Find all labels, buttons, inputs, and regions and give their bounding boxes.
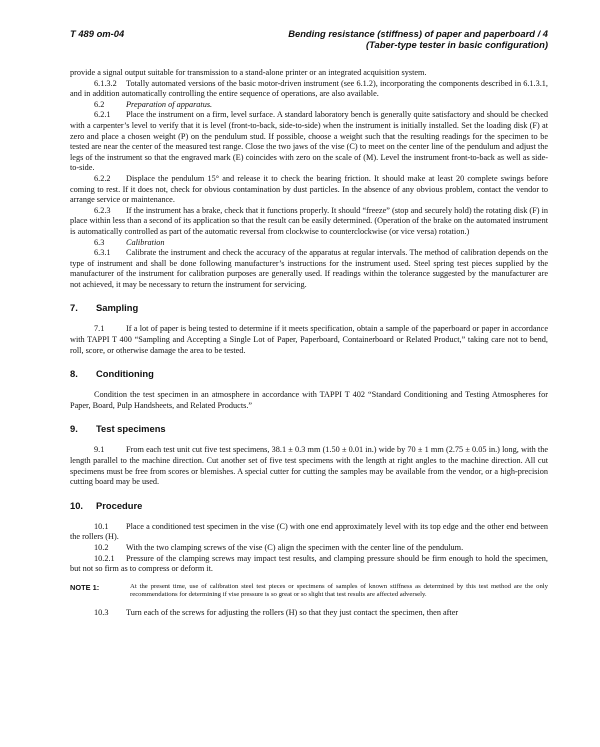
clause-text: Place a conditioned test specimen in the vise (C) with one end approximately level with its top edge and the other end between the rollers (H). bbox=[70, 521, 548, 542]
clause-number: 6.1.3.2 bbox=[94, 78, 117, 88]
clause-text: Calibrate the instrument and check the accuracy of the apparatus at regular intervals. The method of calibration depends on the type of instrument and shall be done following manufacturer’s instructions for the instrument used. Steel spring test pieces supplied by the manufacturer of the instrument for calibration purposes are generally used. If readings within the tolerance suggested by the manufacturer are not achieved, it may be necessary to return the instrument for servicing. bbox=[70, 248, 548, 289]
paragraph-10-1 bbox=[70, 522, 548, 543]
section-title: Test specimens bbox=[96, 423, 166, 435]
paragraph-6-3-1 bbox=[70, 248, 548, 290]
clause-number: 6.3 bbox=[94, 237, 105, 247]
clause-text: Totally automated versions of the basic motor-driven instrument (see 6.1.2), incorporating the components described in 6.1.3.1, and in addition automatically controlling the entire sequence of operations, are also available. bbox=[70, 78, 548, 99]
section-number: 10. bbox=[70, 499, 84, 511]
paragraph-7-1 bbox=[70, 324, 548, 356]
note-text: At the present time, use of calibration steel test pieces or specimens of samples of known stiffness as determined by this test method are the only recommendations for determining if vise pressure is so great or so slight that test results are affected adversely. bbox=[130, 582, 548, 599]
clause-number: 6.2.3 bbox=[94, 205, 111, 215]
running-title-line-2: (Taber-type tester in basic configuration) bbox=[366, 39, 548, 50]
subheading-6-3 bbox=[70, 238, 548, 249]
clause-number: 10.2.1 bbox=[94, 553, 115, 563]
note-label: NOTE 1: bbox=[70, 582, 100, 592]
section-number: 8. bbox=[70, 368, 78, 380]
clause-text: From each test unit cut five test specimens, 38.1 ± 0.3 mm (1.50 ± 0.01 in.) wide by 70 ± 1 mm (2.75 ± 0.05 in.) long, with the length parallel to the machine direction. Cut another set of five test specimens with the length at right angles to the machine direction. All cut specimens must be free from scores or blemishes. A special cutter for cutting the samples may be available from the vendor, or a high-precision cutting board may be used. bbox=[70, 445, 548, 487]
clause-number: 10.3 bbox=[94, 607, 109, 617]
document-body bbox=[70, 68, 548, 618]
clause-text: Turn each of the screws for adjusting the rollers (H) so that they just contact the specimen, then after bbox=[126, 607, 459, 617]
subheading-text: Preparation of apparatus. bbox=[126, 99, 213, 109]
clause-number: 10.2 bbox=[94, 543, 109, 552]
clause-text: Place the instrument on a firm, level surface. A standard laboratory bench is generally quite satisfactory and should be checked with a carpenter’s level to verify that it is level (front-to-back, side-to-side) when the instrument is initially installed. Set the loading disk (F) at zero and place a chosen weight (P) on the pendulum stud. If possible, choose a weight such that the resulting readings for the specimen to be tested are near the center of the measured test range. Close the two jaws of the vise (C) to meet on the center line of the pendulum and adjust the legs of the instrument so that the engraved mark (E) coincides with zero on the scale of (M). Level the instrument front-to-back as well as side-to-side. bbox=[70, 110, 548, 173]
section-title: Conditioning bbox=[96, 368, 154, 380]
section-heading-test-specimens bbox=[70, 423, 548, 434]
paragraph-6-2-2 bbox=[70, 174, 548, 206]
clause-number: 7.1 bbox=[94, 324, 105, 334]
running-title bbox=[288, 28, 548, 50]
page-header bbox=[70, 28, 548, 64]
section-number: 9. bbox=[70, 423, 78, 435]
paragraph-10-2-1 bbox=[70, 554, 548, 575]
clause-number: 6.2.1 bbox=[94, 110, 111, 120]
section-title: Sampling bbox=[96, 302, 139, 314]
clause-text: Displace the pendulum 15° and release it to check the bearing friction. It should make at least 20 complete swings before coming to rest. If it does not, check for obvious contamination by dust particles. In the absence of any obvious problem, contact the vendor to arrange service or maintenance. bbox=[70, 173, 548, 205]
paragraph-10-3 bbox=[70, 608, 548, 619]
clause-text: With the two clamping screws of the vise (C) align the specimen with the center line of the pendulum. bbox=[126, 543, 464, 552]
paragraph-6-2-1 bbox=[70, 110, 548, 174]
paragraph-10-2 bbox=[70, 543, 548, 554]
paragraph-continuation: provide a signal output suitable for transmission to a stand-alone printer or an integrated acquisition system. bbox=[70, 68, 427, 77]
clause-number: 10.1 bbox=[94, 521, 109, 531]
clause-number: 6.2.2 bbox=[94, 173, 111, 183]
side-watermark bbox=[580, 270, 586, 350]
subheading-6-2 bbox=[70, 100, 548, 111]
section-heading-sampling bbox=[70, 302, 548, 313]
clause-text: If a lot of paper is being tested to determine if it meets specification, obtain a sample of the paperboard or paper in accordance with TAPPI T 400 “Sampling and Accepting a Single Lot of Paper, Paperboard, Containerboard or Related Product,” taking care not to bend, roll, score, or otherwise damage the area to be tested. bbox=[70, 324, 548, 355]
clause-text: If the instrument has a brake, check that it functions properly. It should “freeze” (stop and securely hold) the rotating disk (F) in place within less than a second of its application so that the result can be easily determined. (Operation of the brake on the automated instrument is automatically controlled as part of the automatic reversal from clockwise to counterclockwise (or vice versa) rotation.) bbox=[70, 205, 548, 236]
section-heading-conditioning bbox=[70, 368, 548, 379]
section-number: 7. bbox=[70, 302, 78, 314]
section-title: Procedure bbox=[96, 499, 143, 511]
note-1 bbox=[70, 583, 548, 600]
paragraph-8: Condition the test specimen in an atmosphere in accordance with TAPPI T 402 “Standard Conditioning and Testing Atmospheres for Paper, Board, Pulp Handsheets, and Related Products.” bbox=[70, 390, 548, 410]
subheading-text: Calibration bbox=[126, 237, 165, 247]
section-heading-procedure bbox=[70, 500, 548, 511]
clause-number: 9.1 bbox=[94, 445, 105, 455]
paragraph-6-1-3-2 bbox=[70, 79, 548, 100]
standard-number: T 489 om-04 bbox=[70, 28, 125, 39]
paragraph-6-2-3 bbox=[70, 206, 548, 238]
clause-number: 6.2 bbox=[94, 99, 105, 109]
paragraph-9-1 bbox=[70, 445, 548, 487]
running-title-line-1: Bending resistance (stiffness) of paper and paperboard / 4 bbox=[288, 28, 548, 39]
clause-text: Pressure of the clamping screws may impact test results, and clamping pressure should be firm enough to hold the specimen, but not so firm as to compress or deform it. bbox=[70, 553, 548, 574]
clause-number: 6.3.1 bbox=[94, 248, 111, 258]
